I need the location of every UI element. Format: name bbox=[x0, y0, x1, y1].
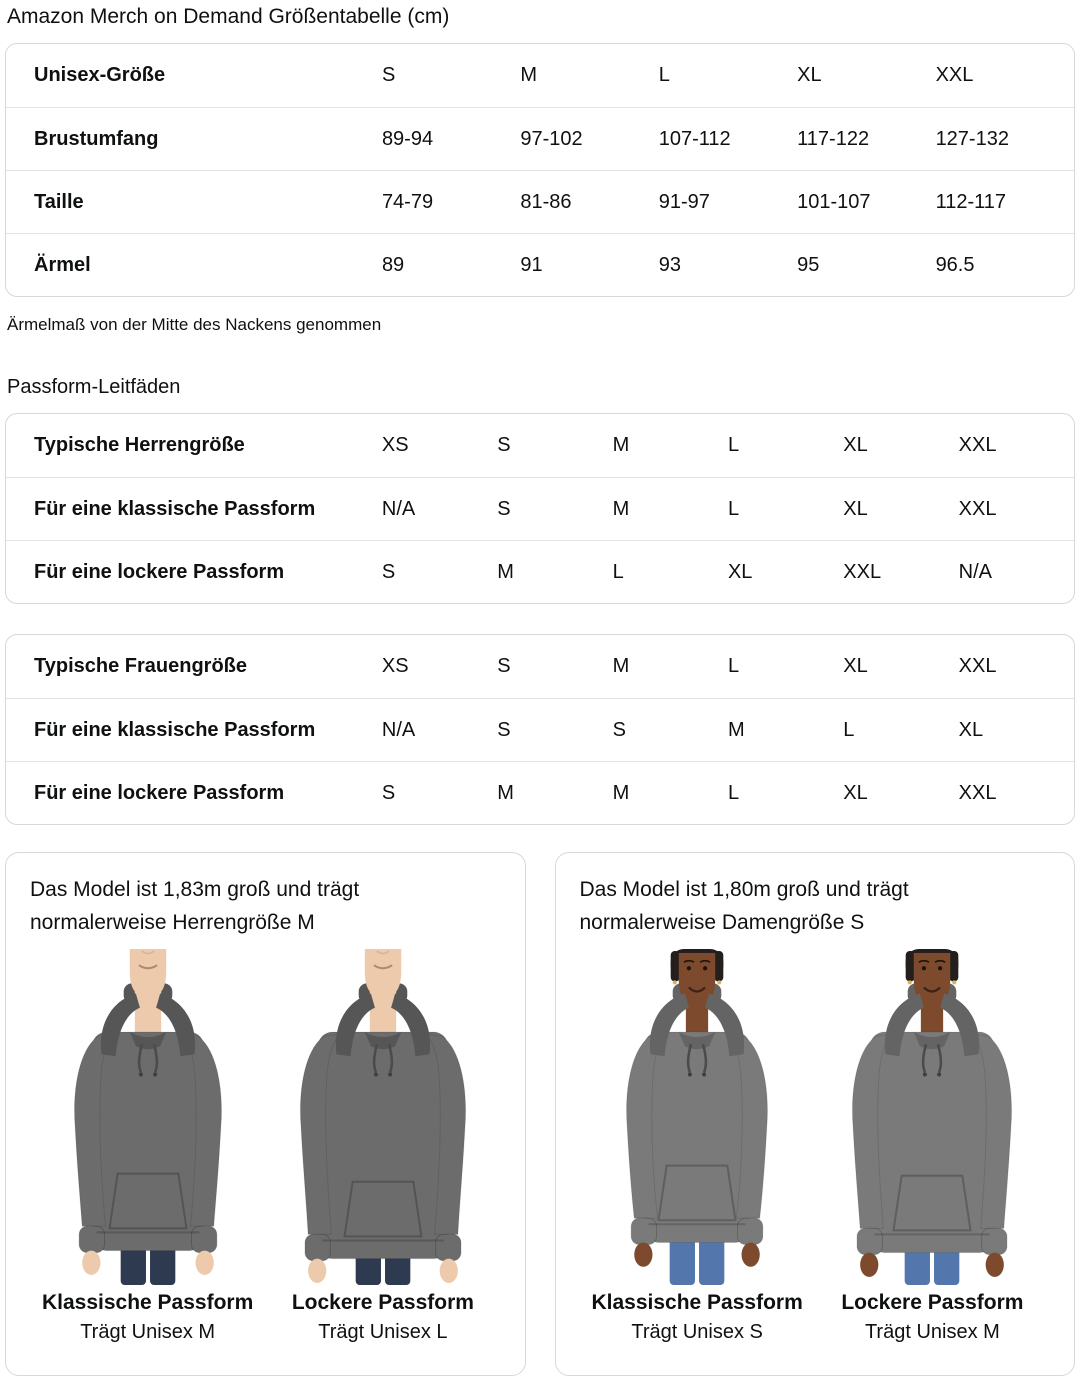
cell: M bbox=[612, 434, 630, 456]
table-row bbox=[6, 233, 1074, 296]
cell: 127-132 bbox=[936, 107, 1074, 170]
women-model-card bbox=[555, 852, 1076, 1376]
cell: XL bbox=[959, 698, 1074, 761]
cell: XXL bbox=[958, 655, 997, 677]
table-row bbox=[6, 635, 1074, 698]
cell: N/A bbox=[959, 540, 1074, 603]
cell: 107-112 bbox=[659, 107, 797, 170]
women-loose-fit-figure bbox=[815, 949, 1050, 1345]
cell: N/A bbox=[382, 477, 497, 540]
cell: XL bbox=[728, 540, 843, 603]
cell: S bbox=[382, 540, 497, 603]
row-label: Unisex-Größe bbox=[34, 64, 166, 86]
male-model-loose-fit-photo bbox=[266, 949, 500, 1285]
cell: L bbox=[728, 761, 843, 824]
cell: M bbox=[497, 540, 612, 603]
cell: 89 bbox=[382, 233, 520, 296]
men-loose-fit-figure bbox=[265, 949, 500, 1345]
cell: XL bbox=[843, 761, 958, 824]
size-col-header: L bbox=[658, 64, 670, 86]
men-model-card bbox=[5, 852, 526, 1376]
page-title: Amazon Merch on Demand Größentabelle (cm) bbox=[7, 5, 450, 28]
cell: M bbox=[612, 655, 630, 677]
table-row bbox=[6, 107, 1074, 170]
cell: L bbox=[843, 698, 958, 761]
table-row bbox=[6, 477, 1074, 540]
row-label: Für eine lockere Passform bbox=[6, 761, 382, 824]
cell: 91-97 bbox=[659, 170, 797, 233]
cell: 93 bbox=[659, 233, 797, 296]
row-label: Typische Frauengröße bbox=[34, 655, 248, 677]
cell: L bbox=[613, 540, 728, 603]
figure-caption bbox=[42, 1289, 253, 1345]
men-model-figures bbox=[30, 949, 501, 1345]
size-col-header: XL bbox=[797, 64, 822, 86]
cell: XL bbox=[843, 655, 868, 677]
cell: S bbox=[497, 477, 612, 540]
cell: S bbox=[497, 655, 511, 677]
female-model-loose-fit-photo bbox=[815, 949, 1049, 1285]
figure-caption bbox=[591, 1289, 802, 1345]
cell: 112-117 bbox=[936, 170, 1074, 233]
row-label: Für eine klassische Passform bbox=[6, 477, 382, 540]
cell: 96.5 bbox=[936, 233, 1074, 296]
cell: XL bbox=[843, 434, 868, 456]
cell: 74-79 bbox=[382, 170, 520, 233]
cell: L bbox=[727, 434, 740, 456]
cell: M bbox=[613, 761, 728, 824]
fit-label: Lockere Passform bbox=[291, 1291, 474, 1314]
men-fit-table bbox=[5, 413, 1075, 604]
row-label: Für eine klassische Passform bbox=[6, 698, 382, 761]
wears-label: Trägt Unisex S bbox=[631, 1321, 763, 1343]
cell: L bbox=[727, 655, 740, 677]
cell: XXL bbox=[959, 477, 1074, 540]
cell: M bbox=[613, 477, 728, 540]
cell: N/A bbox=[382, 698, 497, 761]
size-col-header: XXL bbox=[935, 64, 974, 86]
women-model-figures bbox=[580, 949, 1051, 1345]
cell: S bbox=[613, 698, 728, 761]
cell: 81-86 bbox=[520, 170, 658, 233]
women-classic-fit-figure bbox=[580, 949, 815, 1345]
women-fit-table bbox=[5, 634, 1075, 825]
cell: L bbox=[728, 477, 843, 540]
fit-label: Klassische Passform bbox=[591, 1291, 803, 1314]
female-model-classic-fit-photo bbox=[580, 949, 814, 1285]
men-classic-fit-figure bbox=[30, 949, 265, 1345]
table-row bbox=[6, 540, 1074, 603]
size-table bbox=[5, 43, 1075, 297]
figure-caption bbox=[841, 1289, 1023, 1345]
wears-label: Trägt Unisex M bbox=[80, 1321, 216, 1343]
row-label: Für eine lockere Passform bbox=[6, 540, 382, 603]
women-model-description: Das Model ist 1,80m groß und trägt normalerweise Damengröße S bbox=[579, 878, 909, 934]
wears-label: Trägt Unisex L bbox=[318, 1321, 448, 1343]
cell: S bbox=[497, 698, 612, 761]
size-col-header: M bbox=[520, 64, 538, 86]
table-row bbox=[6, 698, 1074, 761]
cell: XL bbox=[843, 477, 958, 540]
cell: 101-107 bbox=[797, 170, 935, 233]
men-model-description: Das Model ist 1,83m groß und trägt normalerweise Herrengröße M bbox=[30, 878, 360, 934]
fit-label: Lockere Passform bbox=[841, 1291, 1024, 1314]
cell: 97-102 bbox=[520, 107, 658, 170]
cell: XXL bbox=[959, 761, 1074, 824]
row-label: Ärmel bbox=[6, 233, 382, 296]
model-cards bbox=[5, 852, 1075, 1376]
cell: S bbox=[382, 761, 497, 824]
row-label: Taille bbox=[6, 170, 382, 233]
cell: 95 bbox=[797, 233, 935, 296]
table-row bbox=[6, 414, 1074, 477]
figure-caption bbox=[292, 1289, 474, 1345]
male-model-classic-fit-photo bbox=[31, 949, 265, 1285]
fit-label: Klassische Passform bbox=[41, 1291, 254, 1314]
size-table-header-row bbox=[6, 44, 1074, 107]
fit-guides-heading: Passform-Leitfäden bbox=[7, 376, 181, 398]
cell: XXL bbox=[843, 540, 958, 603]
cell: M bbox=[728, 698, 843, 761]
cell: XS bbox=[381, 434, 409, 456]
table-row bbox=[6, 761, 1074, 824]
cell: XXL bbox=[958, 434, 997, 456]
cell: 117-122 bbox=[797, 107, 935, 170]
cell: S bbox=[497, 434, 511, 456]
wears-label: Trägt Unisex M bbox=[864, 1321, 1000, 1343]
row-label: Typische Herrengröße bbox=[34, 434, 245, 456]
cell: XS bbox=[381, 655, 409, 677]
cell: 91 bbox=[520, 233, 658, 296]
cell: 89-94 bbox=[382, 107, 520, 170]
table-row bbox=[6, 170, 1074, 233]
sleeve-note: Ärmelmaß von der Mitte des Nackens genommen bbox=[7, 315, 382, 334]
cell: M bbox=[497, 761, 612, 824]
row-label: Brustumfang bbox=[6, 107, 382, 170]
size-col-header: S bbox=[381, 64, 396, 86]
